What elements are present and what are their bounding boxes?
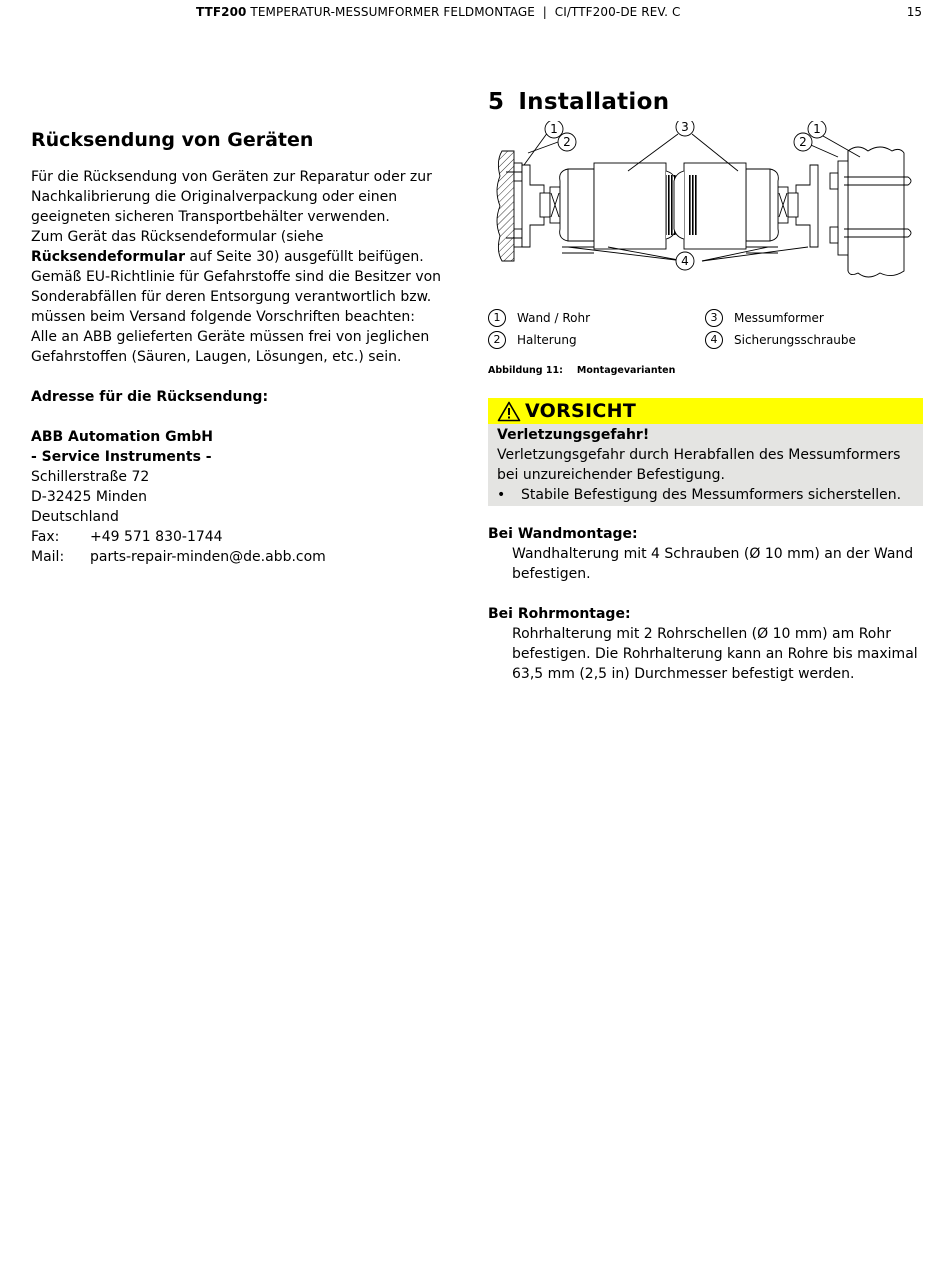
running-header [196, 5, 680, 19]
callout-1-left: 1 [550, 122, 558, 136]
legend-label: Sicherungsschraube [734, 333, 856, 347]
legend-number: 2 [488, 331, 506, 349]
pipe-mount-section [488, 604, 923, 684]
section-heading-installation [488, 86, 923, 118]
legend-label: Wand / Rohr [517, 311, 591, 325]
return-text [31, 167, 461, 567]
section-title: Installation [518, 89, 670, 115]
fax-value: +49 571 830-1744 [90, 529, 223, 545]
paragraph [31, 227, 461, 267]
callout-1-right: 1 [813, 122, 821, 136]
caption-title: Montagevarianten [576, 365, 676, 376]
wall-mount-text: Wandhalterung mit 4 Schrauben (Ø 10 mm) an der Wand befestigen. [512, 546, 914, 582]
legend-item [705, 331, 856, 349]
legend-label: Halterung [517, 333, 577, 347]
page-number: 15 [906, 5, 922, 19]
caution-text: Verletzungsgefahr durch Herabfallen des Messumformers bei unzureichender Befestigung. [497, 447, 901, 483]
legend-number: 4 [705, 331, 723, 349]
legend-item [488, 309, 590, 327]
text-span: auf Seite 30) ausgefüllt beifügen. [185, 249, 424, 265]
left-column [31, 127, 461, 567]
fax-label: Fax: [31, 529, 60, 545]
section-heading-return: Rücksendung von Geräten [31, 129, 314, 151]
paragraph: Für die Rücksendung von Geräten zur Reparatur oder zur Nachkalibrierung die Originalverpackung oder einen geeigneten sicheren Transportbehälter verwenden. [31, 169, 432, 225]
caution-header [488, 398, 923, 424]
fax-row [31, 527, 461, 547]
wall-mount-title: Bei Wandmontage: [488, 526, 638, 542]
company-name: ABB Automation GmbH [31, 429, 213, 445]
department: - Service Instruments - [31, 449, 212, 465]
legend-number: 3 [705, 309, 723, 327]
right-column [488, 86, 923, 682]
pipe-mount-drawing [674, 147, 911, 277]
header-product: TTF200 [196, 5, 247, 19]
paragraph: Alle an ABB gelieferten Geräte müssen frei von jeglichen Gefahrstoffen (Säuren, Laugen, Lösungen, etc.) sein. [31, 329, 430, 365]
header-title: TEMPERATUR-MESSUMFORMER FELDMONTAGE | CI/TTF200-DE REV. C [250, 5, 681, 19]
caption-label: Abbildung 11: [488, 365, 563, 376]
callout-2-left: 2 [563, 135, 571, 149]
legend-item [488, 331, 577, 349]
legend-number: 1 [488, 309, 506, 327]
return-form-reference: Rücksendeformular [31, 249, 185, 265]
caution-subtitle: Verletzungsgefahr! [497, 427, 650, 443]
address-heading: Adresse für die Rücksendung: [31, 389, 269, 405]
legend-label: Messumformer [734, 311, 824, 325]
mounting-variants-figure [488, 121, 923, 291]
text-span: Zum Gerät das Rücksendeformular (siehe [31, 229, 324, 245]
warning-triangle-icon [497, 401, 521, 422]
caution-body [488, 424, 923, 506]
street: Schillerstraße 72 [31, 469, 150, 485]
mail-row [31, 547, 461, 567]
wall-mount-drawing [497, 151, 676, 261]
country: Deutschland [31, 509, 119, 525]
callout-3: 3 [681, 121, 689, 134]
bullet-text: Stabile Befestigung des Messumformers sicherstellen. [521, 487, 902, 503]
mail-value[interactable]: parts-repair-minden@de.abb.com [90, 549, 326, 565]
pipe-mount-title: Bei Rohrmontage: [488, 606, 631, 622]
callout-2-right: 2 [799, 135, 807, 149]
caution-title: VORSICHT [525, 400, 637, 422]
city: D-32425 Minden [31, 489, 148, 505]
bullet-mark: • [497, 487, 506, 503]
paragraph: Gemäß EU-Richtlinie für Gefahrstoffe sind die Besitzer von Sonderabfällen für deren Entsorgung verantwortlich bzw. müssen beim Versand folgende Vorschriften beachten: [31, 269, 442, 325]
legend-item [705, 309, 824, 327]
caution-bullet [497, 485, 914, 505]
mail-label: Mail: [31, 549, 65, 565]
callout-4: 4 [681, 254, 689, 268]
section-number: 5 [488, 89, 505, 115]
figure-caption [488, 365, 675, 376]
pipe-mount-text: Rohrhalterung mit 2 Rohrschellen (Ø 10 mm) am Rohr befestigen. Die Rohrhalterung kann an Rohre bis maximal 63,5 mm (2,5 in) Durchmesser befestigt werden. [512, 626, 918, 682]
wall-mount-section [488, 524, 923, 584]
caution-box [488, 398, 923, 506]
